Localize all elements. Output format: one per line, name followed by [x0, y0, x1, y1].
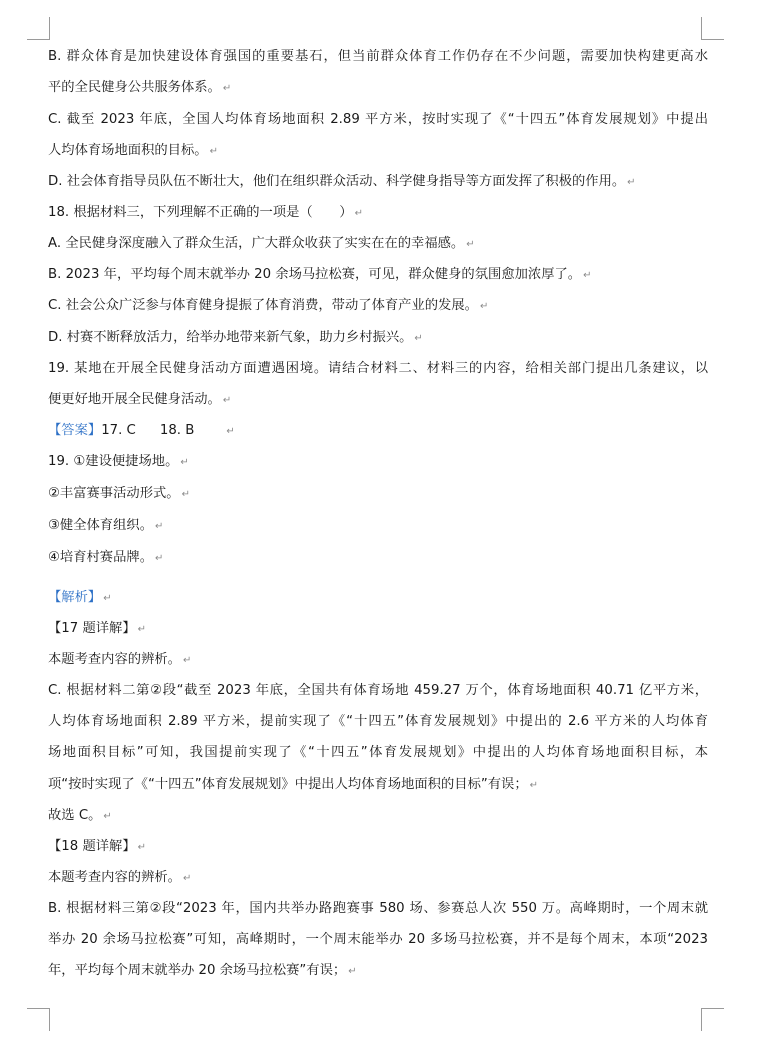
- paragraph-mark-icon: ↵: [182, 873, 192, 884]
- paragraph-mark-icon: ↵: [209, 146, 218, 157]
- paragraph-mark-icon: ↵: [103, 593, 112, 604]
- text-line: 本题考查内容的辨析。 ↵: [48, 652, 192, 667]
- paragraph-mark-icon: ↵: [137, 624, 147, 635]
- text-line: 年，平均每个周末就举办 20 余场马拉松赛”有误； ↵: [48, 963, 357, 978]
- paragraph-mark-icon: ↵: [466, 239, 475, 250]
- paragraph-mark-icon: ↵: [155, 521, 164, 532]
- text-line: 本题考查内容的辨析。 ↵: [48, 870, 192, 885]
- text-line: B. 群众体育是加快建设体育强国的重要基石，但当前群众体育工作仍存在不少问题，需要加快构建更高水: [48, 49, 708, 64]
- paragraph-mark-icon: ↵: [226, 426, 235, 437]
- answer-19-item: ③健全体育组织。 ↵: [48, 518, 164, 533]
- option-c: C. 社会公众广泛参与体育健身提振了体育消费，带动了体育产业的发展。 ↵: [48, 298, 489, 313]
- text-line: D. 社会体育指导员队伍不断壮大，他们在组织群众活动、科学健身指导等方面发挥了积极的作用。 ↵: [48, 174, 636, 189]
- text-line: B. 根据材料三第②段“2023 年，国内共举办路跑赛事 580 场、参赛总人次 550 万。高峰期时，一个周末就: [48, 901, 708, 916]
- text-line: C. 截至 2023 年底，全国人均体育场地面积 2.89 平方米，按时实现了《“十四五”体育发展规划》中提出: [48, 112, 708, 127]
- answer-line: 【答案】17. C 18. B ↵: [48, 423, 235, 438]
- paragraph-mark-icon: ↵: [627, 177, 636, 188]
- paragraph-mark-icon: ↵: [348, 966, 357, 977]
- paragraph-mark-icon: ↵: [181, 489, 190, 500]
- analysis-heading: 【解析】 ↵: [48, 590, 112, 605]
- paragraph-mark-icon: ↵: [137, 842, 147, 853]
- text-line: 平的全民健身公共服务体系。 ↵: [48, 80, 232, 95]
- paragraph-mark-icon: ↵: [414, 333, 423, 344]
- paragraph-mark-icon: ↵: [222, 83, 232, 94]
- paragraph-mark-icon: ↵: [103, 811, 112, 822]
- paragraph-mark-icon: ↵: [222, 395, 232, 406]
- section-heading-18: 【18 题详解】 ↵: [48, 839, 147, 854]
- paragraph-mark-icon: ↵: [583, 270, 592, 281]
- option-a: A. 全民健身深度融入了群众生活，广大群众收获了实实在在的幸福感。 ↵: [48, 236, 475, 251]
- text-line: 人均体育场地面积 2.89 平方米，提前实现了《“十四五”体育发展规划》中提出的 2.6 平方米的人均体育: [48, 714, 708, 729]
- paragraph-mark-icon: ↵: [479, 301, 489, 312]
- text-line: 场地面积目标”可知，我国提前实现了《“十四五”体育发展规划》中提出的人均体育场地面积目标，本: [48, 745, 708, 760]
- section-heading-17: 【17 题详解】 ↵: [48, 621, 147, 636]
- paragraph-mark-icon: ↵: [155, 553, 164, 564]
- paragraph-mark-icon: ↵: [354, 208, 363, 219]
- question-19-stem: 19. 某地在开展全民健身活动方面遭遇困境。请结合材料二、材料三的内容，给相关部门提出几条建议，以: [48, 361, 708, 376]
- text-line: 项“按时实现了《“十四五”体育发展规划》中提出人均体育场地面积的目标”有误； ↵: [48, 777, 539, 792]
- option-b: B. 2023 年，平均每个周末就举办 20 余场马拉松赛，可见，群众健身的氛围愈加浓厚了。 ↵: [48, 267, 592, 282]
- question-18-stem: 18. 根据材料三，下列理解不正确的一项是（ ） ↵: [48, 205, 363, 220]
- paragraph-mark-icon: ↵: [180, 457, 189, 468]
- option-d: D. 村赛不断释放活力，给举办地带来新气象，助力乡村振兴。 ↵: [48, 330, 423, 345]
- text-line: 举办 20 余场马拉松赛”可知，高峰期时，一个周末能举办 20 多场马拉松赛，并不是每个周末，本项“2023: [48, 932, 708, 947]
- answer-19-item: ④培育村赛品牌。 ↵: [48, 550, 164, 565]
- paragraph-mark-icon: ↵: [529, 780, 539, 791]
- page-corner-mark-bottom-left: [27, 1008, 50, 1031]
- answer-19-item: ②丰富赛事活动形式。 ↵: [48, 486, 190, 501]
- page-corner-mark-top-right: [701, 17, 724, 40]
- text-line: 便更好地开展全民健身活动。 ↵: [48, 392, 232, 407]
- page-corner-mark-top-left: [27, 17, 50, 40]
- text-line: 人均体育场地面积的目标。 ↵: [48, 143, 218, 158]
- answer-heading: 【答案】: [48, 423, 102, 438]
- paragraph-mark-icon: ↵: [182, 655, 192, 666]
- page-corner-mark-bottom-right: [701, 1008, 724, 1031]
- text-line: C. 根据材料二第②段“截至 2023 年底，全国共有体育场地 459.27 万个，体育场地面积 40.71 亿平方米，: [48, 683, 708, 698]
- answer-19-item: 19. ①建设便捷场地。 ↵: [48, 454, 189, 469]
- text-line: 故选 C。 ↵: [48, 808, 112, 823]
